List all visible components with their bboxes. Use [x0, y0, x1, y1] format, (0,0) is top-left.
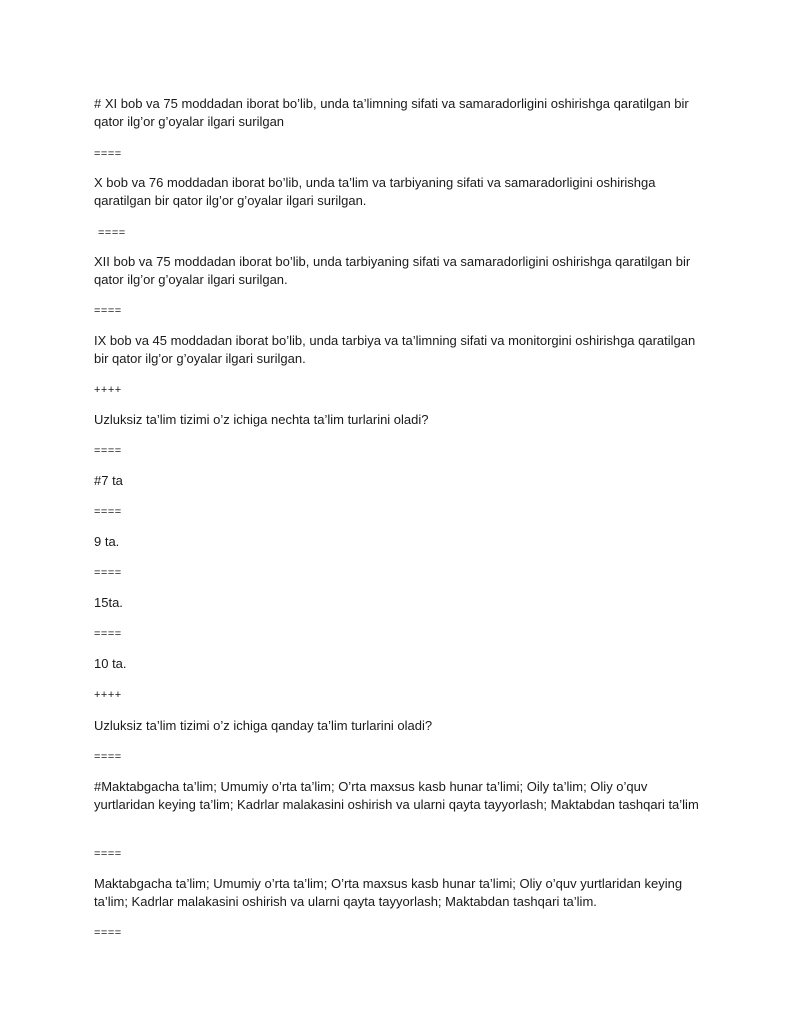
- option-separator: ====: [94, 305, 122, 317]
- question-separator: ++++: [94, 384, 122, 396]
- answer-option: # XI bob va 75 moddadan iborat bo’lib, unda ta’limning sifati va samaradorligini oshirishga qaratilgan bir qator ilg’or g’oyalar ilgari surilgan: [94, 96, 689, 129]
- answer-option: 15ta.: [94, 595, 123, 610]
- answer-option: #Maktabgacha ta’lim; Umumiy o’rta ta’lim; O’rta maxsus kasb hunar ta’limi; Oily ta’lim; Oliy o’quv yurtlaridan keying ta’lim; Kadrlar malakasini oshirish va ularni qayta tayyorlash; Maktabdan tashqari ta’lim: [94, 779, 699, 812]
- option-separator: ====: [94, 628, 122, 640]
- answer-option: 9 ta.: [94, 534, 120, 549]
- option-separator: ====: [94, 445, 122, 457]
- option-separator: ====: [94, 567, 122, 579]
- option-separator: ====: [94, 148, 122, 160]
- answer-option: Maktabgacha ta’lim; Umumiy o’rta ta’lim; O’rta maxsus kasb hunar ta’limi; Oliy o’quv yurtlaridan keying ta’lim; Kadrlar malakasini oshirish va ularni qayta tayyorlash; Maktabdan tashqari ta’lim.: [94, 876, 683, 909]
- answer-option: 10 ta.: [94, 656, 127, 671]
- question-text: Uzluksiz ta’lim tizimi o’z ichiga nechta ta’lim turlarini oladi?: [94, 412, 429, 427]
- question-text: Uzluksiz ta’lim tizimi o’z ichiga qanday ta’lim turlarini oladi?: [94, 718, 433, 733]
- answer-option: #7 ta: [94, 473, 123, 488]
- option-separator: ====: [98, 227, 126, 239]
- option-separator: ====: [94, 506, 122, 518]
- answer-option: XII bob va 75 moddadan iborat bo’lib, unda tarbiyaning sifati va samaradorligini oshirishga qaratilgan bir qator ilg’or g’oyalar ilgari surilgan.: [94, 254, 691, 287]
- option-separator: ====: [94, 848, 122, 860]
- answer-option: IX bob va 45 moddadan iborat bo’lib, unda tarbiya va ta’limning sifati va monitorgini oshirishga qaratilgan bir qator ilg’or g’oyalar ilgari surilgan.: [94, 333, 696, 366]
- option-separator: ====: [94, 751, 122, 763]
- question-separator: ++++: [94, 689, 122, 701]
- answer-option: X bob va 76 moddadan iborat bo’lib, unda ta’lim va tarbiyaning sifati va samaradorligini oshirishga qaratilgan bir qator ilg’or g’oyalar ilgari surilgan.: [94, 175, 656, 208]
- option-separator: ====: [94, 927, 122, 939]
